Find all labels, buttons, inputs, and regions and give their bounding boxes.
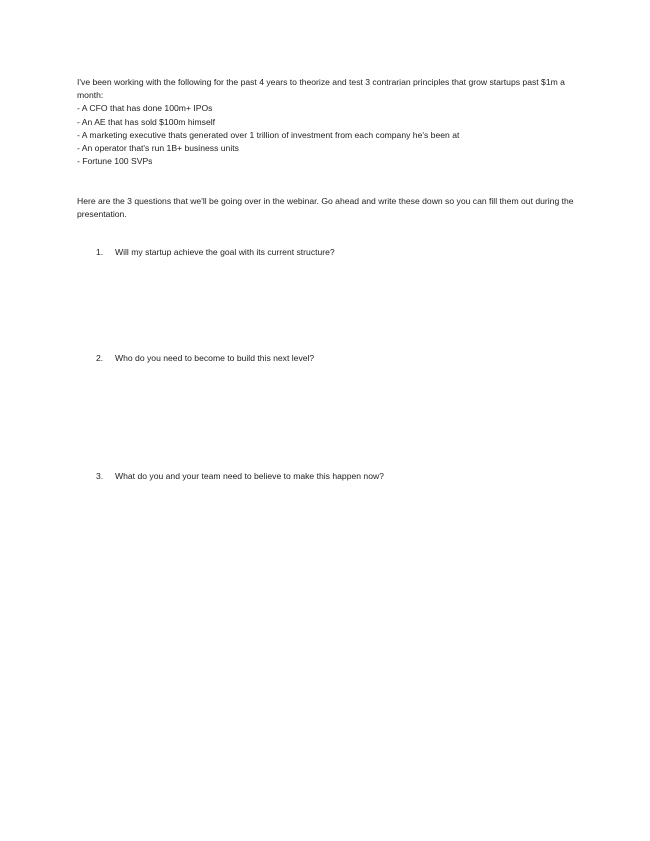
webinar-instructions: Here are the 3 questions that we'll be going over in the webinar. Go ahead and write these down so you can fill them out during the presentation. (77, 196, 574, 220)
advisor-item-marketing-executive: - A marketing executive thats generated over 1 trillion of investment from each company he's been at (77, 129, 460, 140)
question-2 (96, 352, 314, 365)
advisor-item-cfo: - A CFO that has done 100m+ IPOs (77, 103, 213, 114)
question-number: 3. (96, 471, 104, 481)
advisor-list (77, 102, 577, 168)
intro-section (77, 76, 577, 168)
advisor-item-operator: - An operator that's run 1B+ business units (77, 143, 239, 154)
question-text: Will my startup achieve the goal with its current structure? (115, 247, 335, 257)
question-1 (96, 246, 335, 259)
advisor-item-ae: - An AE that has sold $100m himself (77, 116, 216, 127)
question-number: 2. (96, 353, 104, 363)
question-number: 1. (96, 247, 104, 257)
advisor-item-fortune-100-svps: - Fortune 100 SVPs (77, 156, 153, 167)
question-text: Who do you need to become to build this next level? (115, 353, 315, 363)
intro-lead: I've been working with the following for the past 4 years to theorize and test 3 contrarian principles that grow startups past $1m a month: (77, 77, 565, 101)
question-3 (96, 470, 384, 483)
question-text: What do you and your team need to believe to make this happen now? (115, 471, 384, 481)
